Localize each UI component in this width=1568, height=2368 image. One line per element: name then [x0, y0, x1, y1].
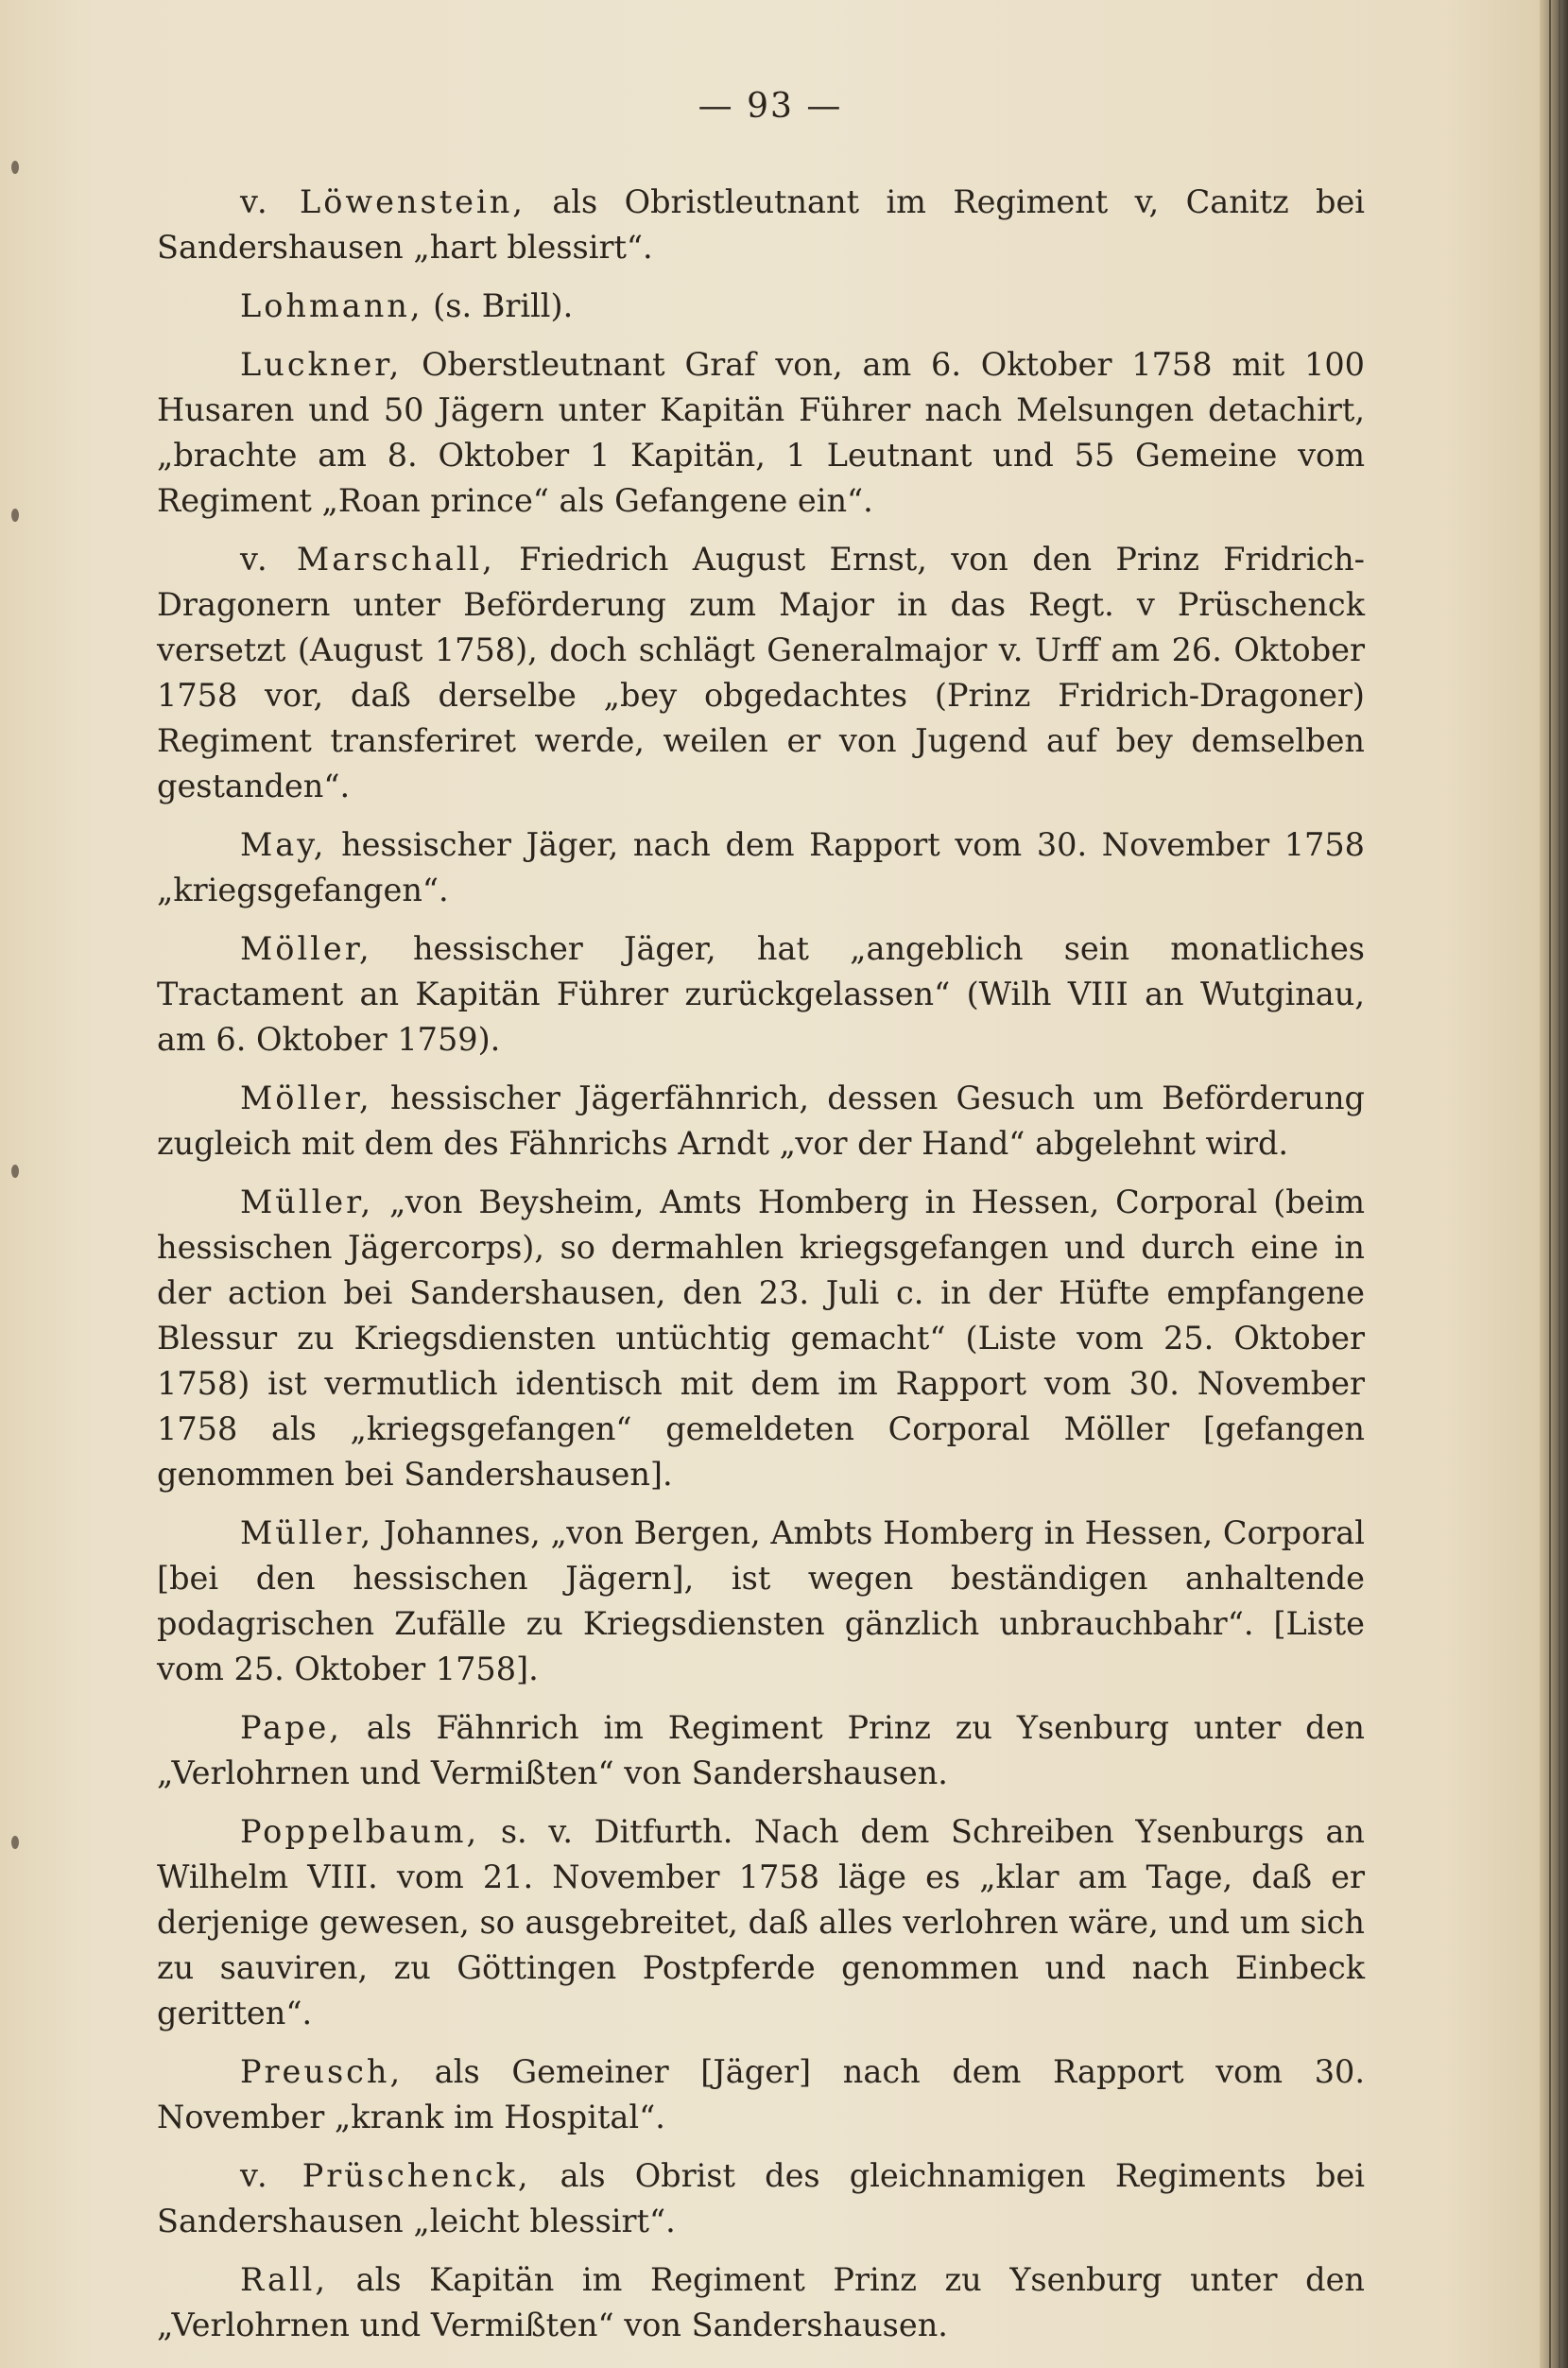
entry-loewenstein	[157, 180, 1365, 270]
margin-mark	[11, 161, 19, 174]
register-entries	[157, 180, 1365, 2361]
entry-mueller-johannes	[157, 1511, 1365, 1692]
entry-name: Müller,	[240, 1514, 374, 1551]
entry-poppelbaum	[157, 1809, 1365, 2036]
entry-text: hessischer Jäger, hat „angeblich sein monatliches Tractament an Kapitän Führer zurückgelassen“ (Wilh VIII an Wutginau, am 6. Oktober 1759).	[157, 930, 1365, 1058]
entry-mueller	[157, 1180, 1365, 1497]
entry-text: „von Beysheim, Amts Homberg in Hessen, Corporal (beim hessischen Jägercorps), so dermahlen kriegsgefangen und durch eine in der action bei Sandershausen, den 23. Juli c. in der Hüfte empfangene Blessur zu Kriegsdiensten untüchtig gemacht“ (Liste vom 25. Oktober 1758) ist vermutlich identisch mit dem im Rapport vom 30. November 1758 als „kriegsgefangen“ gemeldeten Corporal Möller [gefangen genommen bei Sandershausen].	[157, 1184, 1365, 1493]
entry-name: Lohmann,	[240, 287, 423, 324]
entry-moeller-jaeger	[157, 926, 1365, 1063]
entry-text: Oberstleutnant Graf von, am 6. Oktober 1758 mit 100 Husaren und 50 Jägern unter Kapitän Führer nach Melsungen detachirt, „brachte am 8. Oktober 1 Kapitän, 1 Leutnant und 55 Gemeine vom Regiment „Roan prince“ als Gefangene ein“.	[157, 346, 1365, 519]
entry-text: als Obristleutnant im Regiment v, Canitz bei Sandershausen „hart blessirt“.	[157, 183, 1366, 266]
entry-text: als Obrist des gleichnamigen Regiments bei Sandershausen „leicht blessirt“.	[157, 2157, 1365, 2239]
page-number: — 93 —	[698, 87, 843, 126]
entry-name: Preusch,	[240, 2053, 404, 2090]
entry-rall	[157, 2257, 1365, 2348]
book-spine	[1540, 0, 1568, 2368]
entry-prueschenck	[157, 2153, 1365, 2244]
spine-line	[1559, 0, 1560, 2368]
entry-text: s. v. Ditfurth. Nach dem Schreiben Ysenburgs an Wilhelm VIII. vom 21. November 1758 läge es „klar am Tage, daß er derjenige gewesen, so ausgebreitet, daß alles verlohren wäre, und um sich zu sauviren, zu Göttingen Postpferde genommen und nach Einbeck geritten“.	[157, 1813, 1365, 2031]
entry-name: Möller,	[240, 930, 372, 967]
entry-name: v. Löwenstein,	[240, 183, 526, 220]
entry-luckner	[157, 342, 1365, 524]
entry-name: Müller,	[240, 1184, 374, 1220]
entry-name: v. Marschall,	[240, 541, 495, 578]
margin-mark	[11, 1165, 19, 1178]
entry-marschall	[157, 537, 1365, 809]
entry-name: v. Prüschenck,	[240, 2157, 531, 2194]
entry-name: Luckner,	[240, 346, 403, 383]
entry-text: (s. Brill).	[422, 287, 574, 324]
entry-text: hessischer Jäger, nach dem Rapport vom 30. November 1758 „kriegsgefangen“.	[157, 826, 1365, 908]
entry-preusch	[157, 2049, 1365, 2140]
entry-text: Johannes, „von Bergen, Ambts Homberg in Hessen, Corporal [bei den hessischen Jägern], ist wegen beständigen anhaltende podagrischen Zufälle zu Kriegsdiensten gänzlich unbrauchbahr“. [Liste vom 25. Oktober 1758].	[157, 1514, 1365, 1687]
entry-text: als Gemeiner [Jäger] nach dem Rapport vom 30. November „krank im Hospital“.	[157, 2053, 1365, 2135]
entry-text: hessischer Jägerfähnrich, dessen Gesuch um Beförderung zugleich mit dem des Fähnrichs Arndt „vor der Hand“ abgelehnt wird.	[157, 1080, 1365, 1162]
entry-name: Möller,	[240, 1080, 372, 1116]
entry-text: als Fähnrich im Regiment Prinz zu Ysenburg unter den „Verlohrnen und Vermißten“ von Sandershausen.	[157, 1709, 1365, 1791]
entry-moeller-faehnrich	[157, 1076, 1365, 1167]
margin-mark	[11, 1836, 19, 1849]
entry-lohmann	[157, 284, 1365, 329]
entry-name: Poppelbaum,	[240, 1813, 480, 1850]
margin-mark	[11, 509, 19, 522]
entry-text: Friedrich August Ernst, von den Prinz Fridrich-Dragonern unter Beförderung zum Major in das Regt. v Prüschenck versetzt (August 1758), doch schlägt Generalmajor v. Urff am 26. Oktober 1758 vor, daß derselbe „bey obgedachtes (Prinz Fridrich-Dragoner) Regiment transferiret werde, weilen er von Jugend auf bey demselben gestanden“.	[157, 541, 1365, 804]
entry-may	[157, 822, 1365, 913]
entry-name: Rall,	[240, 2261, 329, 2298]
entry-name: Pape,	[240, 1709, 342, 1746]
spine-line	[1549, 0, 1551, 2368]
entry-name: May,	[240, 826, 327, 863]
entry-text: als Kapitän im Regiment Prinz zu Ysenburg unter den „Verlohrnen und Vermißten“ von Sandershausen.	[157, 2261, 1365, 2343]
entry-pape	[157, 1705, 1365, 1796]
